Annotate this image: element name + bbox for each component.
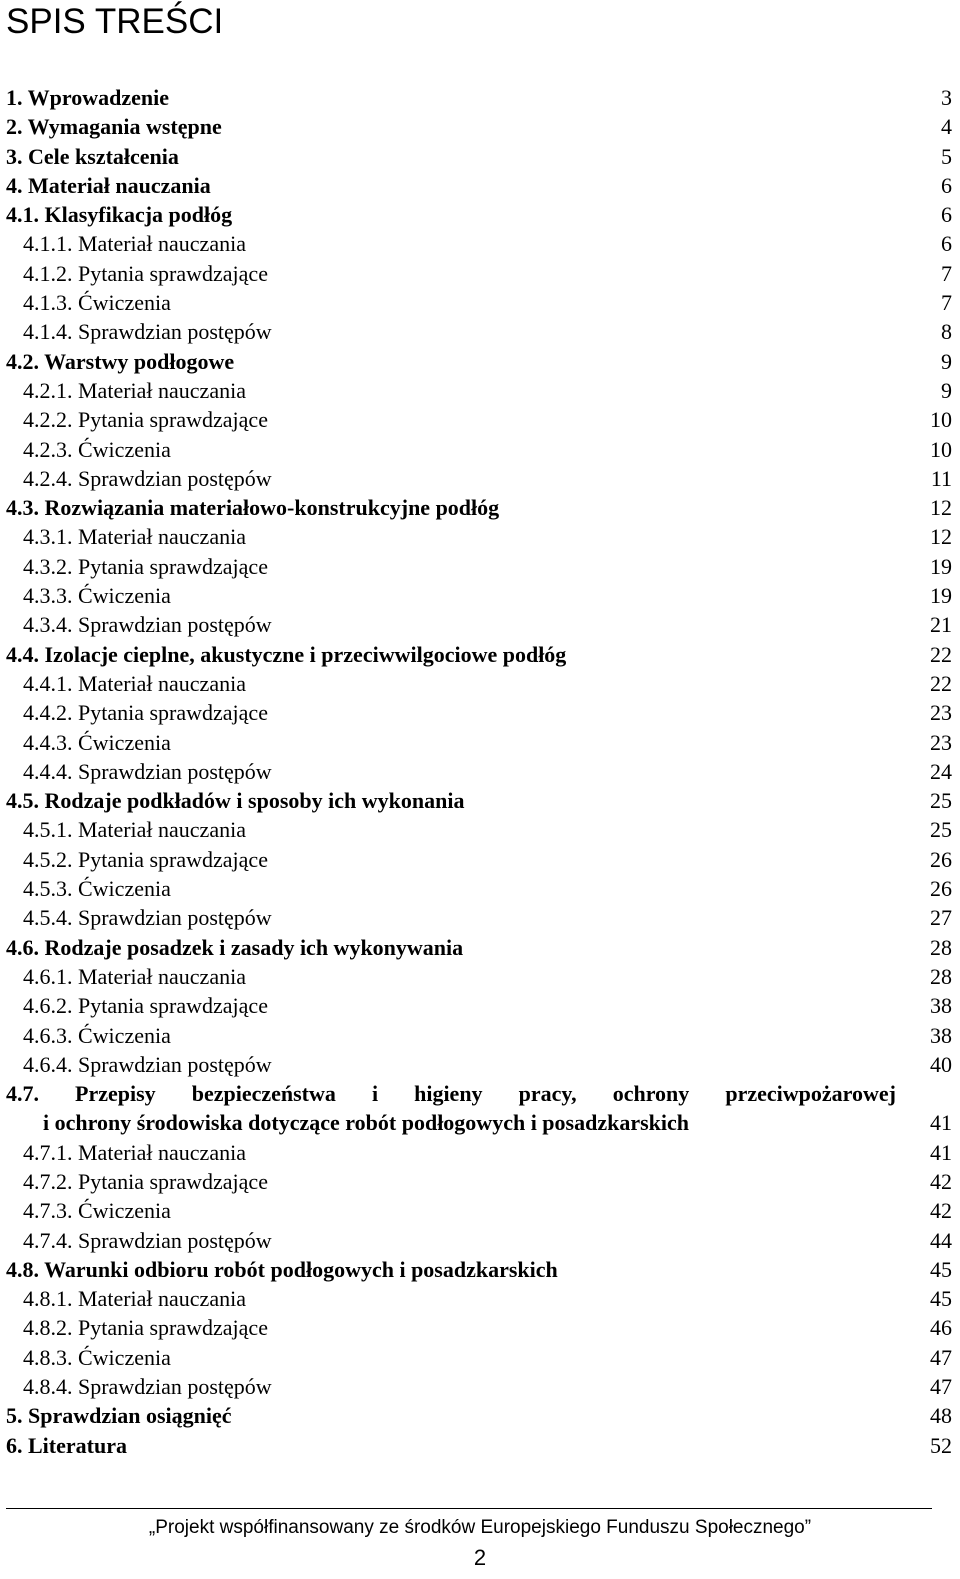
toc-entry-title: 4.4.2. Pytania sprawdzające <box>23 700 268 726</box>
toc-entry[interactable] <box>6 1313 952 1342</box>
toc-entry-page: 47 <box>930 1344 952 1370</box>
toc-entry-page: 5 <box>941 143 952 169</box>
toc-entry[interactable] <box>6 757 952 786</box>
toc-entry-page: 46 <box>930 1315 952 1341</box>
toc-entry-title: 4.5.2. Pytania sprawdzające <box>23 846 268 872</box>
toc-entry[interactable] <box>6 1138 952 1167</box>
toc-entry-title: 4.7.3. Ćwiczenia <box>23 1198 171 1224</box>
toc-entry-title: 4.6.2. Pytania sprawdzające <box>23 993 268 1019</box>
toc-entry-title: 4.2.2. Pytania sprawdzające <box>23 407 268 433</box>
toc-entry[interactable] <box>6 933 952 962</box>
toc-entry[interactable] <box>6 142 952 171</box>
footer-divider <box>6 1508 932 1509</box>
toc-entry[interactable] <box>6 522 952 551</box>
toc-entry-title: 4.1.4. Sprawdzian postępów <box>23 319 272 345</box>
toc-entry-page: 45 <box>930 1256 952 1282</box>
toc-entry-title: 4.8.3. Ćwiczenia <box>23 1344 171 1370</box>
toc-entry[interactable] <box>6 1372 952 1401</box>
toc-entry[interactable] <box>6 903 952 932</box>
toc-entry-page: 6 <box>941 172 952 198</box>
toc-entry-title: 4. Materiał nauczania <box>6 172 211 198</box>
toc-entry-title-line2: i ochrony środowiska dotyczące robót podłogowych i posadzkarskich <box>43 1110 690 1136</box>
toc-entry-page: 6 <box>941 202 952 228</box>
toc-entry-title: 4.8.2. Pytania sprawdzające <box>23 1315 268 1341</box>
page-number: 2 <box>473 1545 487 1570</box>
toc-entry[interactable] <box>6 552 952 581</box>
toc-entry-page: 28 <box>930 934 952 960</box>
toc-entry[interactable] <box>6 405 952 434</box>
table-of-contents <box>6 83 952 1460</box>
toc-entry-page: 6 <box>941 231 952 257</box>
toc-entry-title: 4.2.4. Sprawdzian postępów <box>23 465 272 491</box>
toc-entry[interactable] <box>6 581 952 610</box>
toc-entry-page: 25 <box>930 817 952 843</box>
toc-entry-word: pracy, <box>518 1081 577 1107</box>
toc-entry-title: 4.8.4. Sprawdzian postępów <box>23 1374 272 1400</box>
toc-entry[interactable] <box>6 200 952 229</box>
toc-entry[interactable] <box>6 1196 952 1225</box>
toc-entry[interactable] <box>6 493 952 522</box>
toc-entry[interactable] <box>6 1284 952 1313</box>
toc-entry-title: 4.3. Rozwiązania materiałowo-konstrukcyjne podłóg <box>6 495 500 521</box>
toc-entry[interactable] <box>6 874 952 903</box>
footer-text: „Projekt współfinansowany ze środków Europejskiego Funduszu Społecznego” <box>148 1517 812 1538</box>
toc-entry-page: 3 <box>941 85 952 110</box>
toc-entry-title: 4.7.2. Pytania sprawdzające <box>23 1168 268 1194</box>
toc-entry-title: 2. Wymagania wstępne <box>6 114 222 140</box>
toc-entry[interactable] <box>6 112 952 141</box>
toc-entry-title: 4.8.1. Materiał nauczania <box>23 1286 246 1312</box>
toc-entry-page: 4 <box>941 114 952 140</box>
toc-entry-title: 4.3.2. Pytania sprawdzające <box>23 553 268 579</box>
toc-entry-page: 10 <box>930 436 952 462</box>
toc-entry-page: 19 <box>930 553 952 579</box>
toc-entry-title: 5. Sprawdzian osiągnięć <box>6 1403 232 1429</box>
toc-entry-title: 4.6.1. Materiał nauczania <box>23 963 246 989</box>
toc-entry[interactable] <box>6 698 952 727</box>
toc-entry[interactable] <box>6 728 952 757</box>
toc-entry-title: 4.7.1. Materiał nauczania <box>23 1139 246 1165</box>
toc-entry[interactable] <box>6 815 952 844</box>
toc-entry-title: 4.5.3. Ćwiczenia <box>23 876 171 902</box>
toc-entry-page: 28 <box>930 963 952 989</box>
toc-entry-title: 6. Literatura <box>6 1432 127 1458</box>
toc-entry[interactable] <box>6 610 952 639</box>
toc-entry-title: 4.5.4. Sprawdzian postępów <box>23 905 272 931</box>
toc-entry-title: 4.3.1. Materiał nauczania <box>23 524 246 550</box>
toc-entry-title: 4.3.4. Sprawdzian postępów <box>23 612 272 638</box>
toc-entry-page: 44 <box>930 1227 952 1253</box>
toc-entry-page: 38 <box>930 1022 952 1048</box>
toc-entry-word: Przepisy <box>75 1081 156 1107</box>
toc-entry[interactable] <box>6 991 952 1020</box>
toc-entry-title-line1 <box>6 1079 896 1108</box>
toc-entry-page: 27 <box>930 905 952 931</box>
toc-entry-title: 4.2.3. Ćwiczenia <box>23 436 171 462</box>
toc-entry-title: 4.4. Izolacje cieplne, akustyczne i przeciwwilgociowe podłóg <box>6 641 567 667</box>
toc-entry-page: 21 <box>930 612 952 638</box>
toc-entry[interactable] <box>6 1431 952 1460</box>
toc-entry-word: ochrony <box>612 1081 690 1107</box>
toc-entry-title: 4.8. Warunki odbioru robót podłogowych i posadzkarskich <box>6 1256 558 1282</box>
toc-entry[interactable] <box>6 1021 952 1050</box>
toc-entry[interactable] <box>6 376 952 405</box>
toc-entry-title: 4.1. Klasyfikacja podłóg <box>6 202 233 228</box>
toc-entry-page: 10 <box>930 407 952 433</box>
toc-entry-title: 4.1.1. Materiał nauczania <box>23 231 246 257</box>
toc-entry[interactable] <box>6 1343 952 1372</box>
toc-entry-page: 22 <box>930 670 952 696</box>
toc-entry-word: higieny <box>414 1081 483 1107</box>
toc-entry-page: 41 <box>930 1110 952 1136</box>
toc-entry-title: 3. Cele kształcenia <box>6 143 179 169</box>
toc-entry[interactable] <box>6 1167 952 1196</box>
toc-entry[interactable] <box>6 1401 952 1430</box>
toc-entry-title: 4.2.1. Materiał nauczania <box>23 377 246 403</box>
toc-entry-title: 4.6.4. Sprawdzian postępów <box>23 1051 272 1077</box>
toc-entry-page: 45 <box>930 1286 952 1312</box>
toc-entry[interactable] <box>6 288 952 317</box>
toc-entry[interactable] <box>6 1226 952 1255</box>
toc-entry-title: 4.3.3. Ćwiczenia <box>23 583 171 609</box>
toc-entry[interactable] <box>6 1255 952 1284</box>
toc-entry-page: 9 <box>941 348 952 374</box>
toc-entry[interactable] <box>6 640 952 669</box>
toc-entry-word: 4.7. <box>6 1081 39 1107</box>
toc-entry-title: 4.2. Warstwy podłogowe <box>6 348 235 374</box>
toc-entry[interactable] <box>6 1079 952 1138</box>
toc-entry-title: 4.4.3. Ćwiczenia <box>23 729 171 755</box>
toc-entry-page: 42 <box>930 1198 952 1224</box>
toc-entry-page: 7 <box>941 260 952 286</box>
toc-entry-page: 41 <box>930 1139 952 1165</box>
toc-entry-page: 25 <box>930 788 952 814</box>
toc-entry[interactable] <box>6 435 952 464</box>
toc-entry-title: 4.6. Rodzaje posadzek i zasady ich wykonywania <box>6 934 464 960</box>
toc-entry-page: 9 <box>941 377 952 403</box>
toc-entry-page: 11 <box>930 465 952 491</box>
toc-entry-page: 48 <box>930 1403 952 1429</box>
toc-entry-page: 26 <box>930 846 952 872</box>
toc-entry[interactable] <box>6 347 952 376</box>
toc-entry[interactable] <box>6 1050 952 1079</box>
toc-entry[interactable] <box>6 317 952 346</box>
toc-entry-title: 4.5. Rodzaje podkładów i sposoby ich wykonania <box>6 788 465 814</box>
toc-entry-title: 4.7.4. Sprawdzian postępów <box>23 1227 272 1253</box>
toc-entry-word: bezpieczeństwa <box>191 1081 336 1107</box>
toc-entry-title: 1. Wprowadzenie <box>6 85 169 110</box>
toc-entry-page: 12 <box>930 495 952 521</box>
toc-entry[interactable] <box>6 962 952 991</box>
toc-entry-word: przeciwpożarowej <box>725 1081 896 1107</box>
toc-entry-word: i <box>371 1081 379 1107</box>
toc-entry-title: 4.6.3. Ćwiczenia <box>23 1022 171 1048</box>
toc-entry-page: 52 <box>930 1432 952 1458</box>
toc-entry-title: 4.1.2. Pytania sprawdzające <box>23 260 268 286</box>
toc-entry-page: 22 <box>930 641 952 667</box>
toc-entry[interactable] <box>6 259 952 288</box>
toc-entry[interactable] <box>6 171 952 200</box>
toc-entry-title: 4.4.4. Sprawdzian postępów <box>23 758 272 784</box>
toc-entry-page: 23 <box>930 700 952 726</box>
toc-entry[interactable] <box>6 845 952 874</box>
toc-entry-page: 42 <box>930 1168 952 1194</box>
toc-entry[interactable] <box>6 669 952 698</box>
toc-entry-page: 23 <box>930 729 952 755</box>
toc-entry-page: 12 <box>930 524 952 550</box>
toc-entry-title: 4.5.1. Materiał nauczania <box>23 817 246 843</box>
toc-entry[interactable] <box>6 83 952 112</box>
toc-entry[interactable] <box>6 229 952 258</box>
toc-entry-page: 38 <box>930 993 952 1019</box>
toc-entry-title <box>6 1079 896 1138</box>
toc-entry-page: 7 <box>941 290 952 316</box>
toc-entry-page: 47 <box>930 1374 952 1400</box>
toc-entry[interactable] <box>6 464 952 493</box>
toc-entry-page: 8 <box>941 319 952 345</box>
toc-entry-title: 4.4.1. Materiał nauczania <box>23 670 246 696</box>
toc-entry-page: 19 <box>930 583 952 609</box>
page-title: SPIS TREŚCI <box>6 2 224 41</box>
toc-entry-page: 26 <box>930 876 952 902</box>
toc-entry-page: 40 <box>930 1051 952 1077</box>
toc-entry-page: 24 <box>930 758 952 784</box>
toc-entry[interactable] <box>6 786 952 815</box>
toc-entry-title: 4.1.3. Ćwiczenia <box>23 290 171 316</box>
